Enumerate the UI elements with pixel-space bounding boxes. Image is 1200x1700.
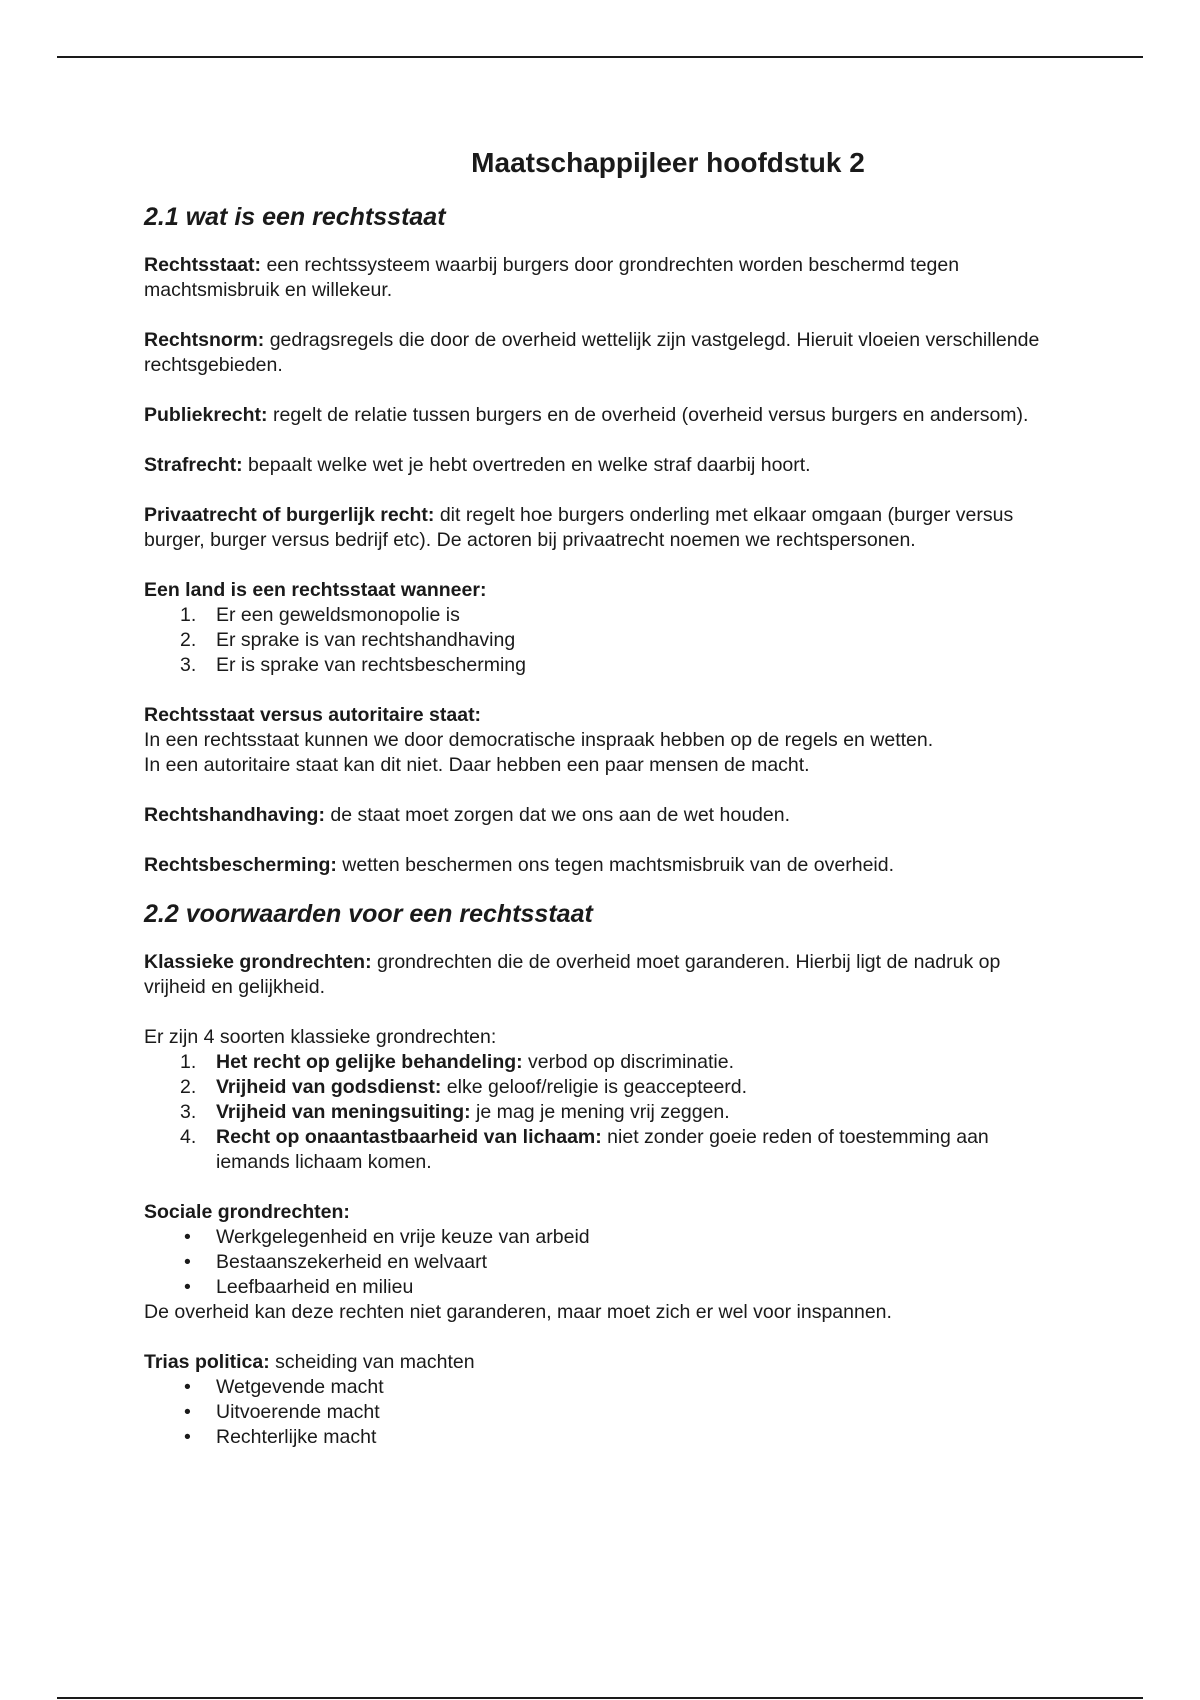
definition-rechtsnorm xyxy=(144,328,1064,378)
definition-klassieke-grondrechten xyxy=(144,950,1064,1000)
page-title: Maatschappijleer hoofdstuk 2 xyxy=(471,147,865,178)
soorten-block xyxy=(144,1025,1064,1175)
definition-text: scheiding van machten xyxy=(269,1351,475,1373)
list-text: Bestaanszekerheid en welvaart xyxy=(216,1251,487,1273)
definition-text: de staat moet zorgen dat we ons aan de wet houden. xyxy=(324,804,791,826)
definition-text: wetten beschermen ons tegen machtsmisbruik van de overheid. xyxy=(336,854,895,876)
conditions-heading xyxy=(144,578,1064,603)
term: Rechtsstaat: xyxy=(144,254,262,276)
versus-heading xyxy=(144,703,1064,728)
term: Strafrecht: xyxy=(144,454,243,476)
list-item xyxy=(144,1100,1064,1125)
list-number: 3. xyxy=(180,1101,197,1123)
definition-text: regelt de relatie tussen burgers en de overheid (overheid versus burgers en andersom). xyxy=(267,404,1029,426)
section-heading-2-2: 2.2 voorwaarden voor een rechtsstaat xyxy=(144,900,593,928)
versus-line-1: In een rechtsstaat kunnen we door democratische inspraak hebben op de regels en wetten. xyxy=(144,729,934,751)
top-rule xyxy=(57,56,1143,58)
term: Recht op onaantastbaarheid van lichaam: xyxy=(216,1126,602,1148)
list-text: Er sprake is van rechtshandhaving xyxy=(216,629,516,651)
list-text: Leefbaarheid en milieu xyxy=(216,1276,414,1298)
list-item xyxy=(144,1125,1064,1175)
list-item xyxy=(144,603,1064,628)
list-text: Er een geweldsmonopolie is xyxy=(216,604,460,626)
definition-rechtsstaat xyxy=(144,253,1064,303)
trias-heading xyxy=(144,1350,1064,1375)
list-item xyxy=(144,1075,1064,1100)
sociale-note: De overheid kan deze rechten niet garanderen, maar moet zich er wel voor inspannen. xyxy=(144,1301,892,1323)
term: Sociale grondrechten: xyxy=(144,1201,350,1223)
list-item xyxy=(144,1275,1064,1300)
term: Vrijheid van meningsuiting: xyxy=(216,1101,471,1123)
conditions-list xyxy=(144,603,1064,678)
definition-rechtshandhaving xyxy=(144,803,1064,828)
list-text: Rechterlijke macht xyxy=(216,1426,377,1448)
term: Rechtsstaat versus autoritaire staat: xyxy=(144,704,482,726)
definition-text: gedragsregels die door de overheid wettelijk zijn vastgelegd. Hieruit vloeien verschillende rechtsgebieden. xyxy=(144,329,1040,376)
list-item xyxy=(144,628,1064,653)
list-text: Werkgelegenheid en vrije keuze van arbeid xyxy=(216,1226,590,1248)
list-text: Er is sprake van rechtsbescherming xyxy=(216,654,526,676)
term: Vrijheid van godsdienst: xyxy=(216,1076,442,1098)
list-number: 1. xyxy=(180,604,197,626)
sociale-list xyxy=(144,1225,1064,1300)
bullet-icon: • xyxy=(184,1251,191,1273)
list-item xyxy=(144,1425,1064,1450)
sociale-heading xyxy=(144,1200,1064,1225)
bullet-icon: • xyxy=(184,1426,191,1448)
term: Privaatrecht of burgerlijk recht: xyxy=(144,504,435,526)
conditions-block xyxy=(144,578,1064,678)
sociale-block xyxy=(144,1200,1064,1325)
soorten-list xyxy=(144,1050,1064,1175)
list-number: 2. xyxy=(180,1076,197,1098)
term: Publiekrecht: xyxy=(144,404,268,426)
term: Het recht op gelijke behandeling: xyxy=(216,1051,523,1073)
versus-block xyxy=(144,703,1064,778)
list-item xyxy=(144,1250,1064,1275)
list-text: elke geloof/religie is geaccepteerd. xyxy=(441,1076,748,1098)
list-text: je mag je mening vrij zeggen. xyxy=(470,1101,730,1123)
list-item xyxy=(144,1400,1064,1425)
definition-text: een rechtssysteem waarbij burgers door grondrechten worden beschermd tegen machtsmisbruik en willekeur. xyxy=(144,254,960,301)
versus-line-2: In een autoritaire staat kan dit niet. Daar hebben een paar mensen de macht. xyxy=(144,754,810,776)
term: Een land is een rechtsstaat wanneer: xyxy=(144,579,487,601)
list-item xyxy=(144,1225,1064,1250)
definition-strafrecht xyxy=(144,453,1064,478)
list-item xyxy=(144,1050,1064,1075)
term: Rechtshandhaving: xyxy=(144,804,325,826)
list-item xyxy=(144,1375,1064,1400)
definition-privaatrecht xyxy=(144,503,1064,553)
term: Trias politica: xyxy=(144,1351,270,1373)
definition-text: bepaalt welke wet je hebt overtreden en welke straf daarbij hoort. xyxy=(242,454,811,476)
soorten-intro: Er zijn 4 soorten klassieke grondrechten: xyxy=(144,1026,497,1048)
trias-list xyxy=(144,1375,1064,1450)
list-text: verbod op discriminatie. xyxy=(522,1051,734,1073)
bullet-icon: • xyxy=(184,1401,191,1423)
trias-block xyxy=(144,1350,1064,1450)
list-number: 2. xyxy=(180,629,197,651)
definition-text: dit regelt hoe burgers onderling met elkaar omgaan (burger versus burger, burger versus bedrijf etc). De actoren bij privaatrecht noemen we rechtspersonen. xyxy=(144,504,1014,551)
list-text: Wetgevende macht xyxy=(216,1376,384,1398)
list-text: niet zonder goeie reden of toestemming aan iemands lichaam komen. xyxy=(216,1126,989,1173)
term: Klassieke grondrechten: xyxy=(144,951,372,973)
list-number: 4. xyxy=(180,1126,197,1148)
list-item xyxy=(144,653,1064,678)
bullet-icon: • xyxy=(184,1226,191,1248)
bullet-icon: • xyxy=(184,1276,191,1298)
term: Rechtsnorm: xyxy=(144,329,265,351)
definition-publiekrecht xyxy=(144,403,1064,428)
document-page xyxy=(144,145,1064,1475)
definition-rechtsbescherming xyxy=(144,853,1064,878)
term: Rechtsbescherming: xyxy=(144,854,337,876)
list-text: Uitvoerende macht xyxy=(216,1401,380,1423)
list-number: 1. xyxy=(180,1051,197,1073)
section-heading-2-1: 2.1 wat is een rechtsstaat xyxy=(144,203,446,231)
bottom-rule xyxy=(57,1697,1143,1699)
bullet-icon: • xyxy=(184,1376,191,1398)
definition-text: grondrechten die de overheid moet garanderen. Hierbij ligt de nadruk op vrijheid en gelijkheid. xyxy=(144,951,1001,998)
list-number: 3. xyxy=(180,654,197,676)
